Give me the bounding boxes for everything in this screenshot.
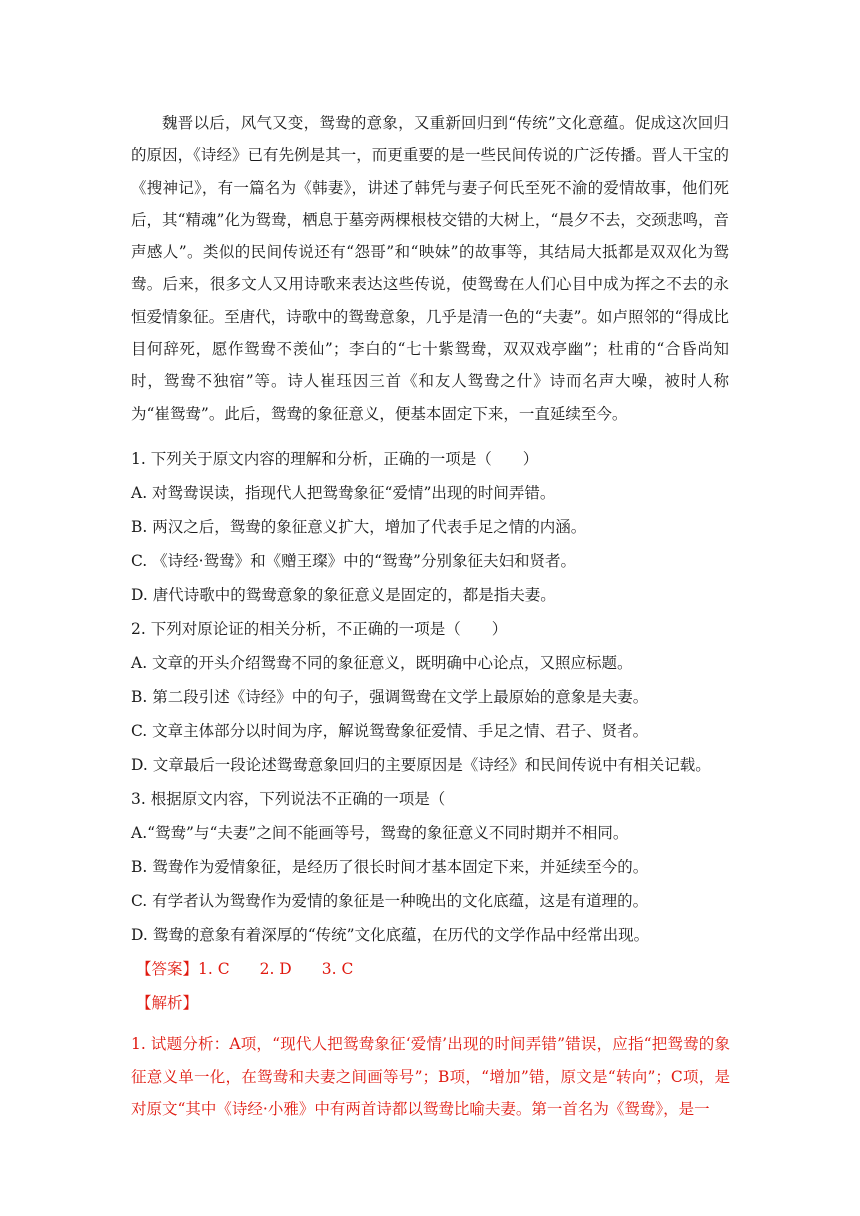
answer-item-3: 3. C	[321, 960, 354, 978]
answer-item-1: 1. C	[198, 960, 230, 978]
question-2-option-c: C. 文章主体部分以时间为序，解说鸳鸯象征爱情、手足之情、君子、贤者。	[131, 722, 649, 740]
answer-line	[136, 959, 746, 979]
question-1-option-b: B. 两汉之后，鸳鸯的象征意义扩大，增加了代表手足之情的内涵。	[131, 518, 587, 536]
question-3-stem: 3. 根据原文内容，下列说法不正确的一项是（	[131, 790, 446, 808]
question-1-option-a: A. 对鸳鸯误读，指现代人把鸳鸯象征“爱情”出现的时间弄错。	[131, 484, 556, 502]
question-2-option-b: B. 第二段引述《诗经》中的句子，强调鸳鸯在文学上最原始的意象是夫妻。	[131, 688, 649, 706]
question-2-option-a: A. 文章的开头介绍鸳鸯不同的象征意义，既明确中心论点，又照应标题。	[131, 654, 633, 672]
question-3-option-d: D. 鸳鸯的意象有着深厚的“传统”文化底蕴，在历代的文学作品中经常出现。	[131, 926, 650, 944]
question-3-option-b: B. 鸳鸯作为爱情象征，是经历了很长时间才基本固定下来，并延续至今的。	[131, 858, 649, 876]
question-2-stem: 2. 下列对原论证的相关分析，不正确的一项是（ ）	[131, 620, 508, 638]
analysis-text: 1. 试题分析：A项，“现代人把鸳鸯象征‘爱情’出现的时间弄错”错误，应指“把鸳鸯的象征意义单一化，在鸳鸯和夫妻之间画等号”；B项，“增加”错，原文是“转向”；C项，是对原文“其中《诗经·小雅》中有两首诗都以鸳鸯比喻夫妻。第一首名为《鸳鸯》，是一	[131, 1035, 730, 1118]
question-3-option-c: C. 有学者认为鸳鸯作为爱情的象征是一种晚出的文化底蕴，这是有道理的。	[131, 892, 649, 910]
question-2-option-d: D. 文章最后一段论述鸳鸯意象回归的主要原因是《诗经》和民间传说中有相关记载。	[131, 756, 711, 774]
question-1-option-d: D. 唐代诗歌中的鸳鸯意象的象征意义是固定的，都是指夫妻。	[131, 586, 556, 604]
question-1-option-c: C. 《诗经·鸳鸯》和《赠王璨》中的“鸳鸯”分别象征夫妇和贤者。	[131, 552, 576, 570]
question-3-option-a: A.“鸳鸯”与“夫妻”之间不能画等号，鸳鸯的象征意义不同时期并不相同。	[131, 824, 629, 842]
answer-item-2: 2. D	[259, 960, 292, 978]
passage-paragraph: 魏晋以后，风气又变，鸳鸯的意象，又重新回归到“传统”文化意蕴。促成这次回归的原因，《诗经》已有先例是其一，而更重要的是一些民间传说的广泛传播。晋人干宝的《搜神记》，有一篇名为《韩妻》，讲述了韩凭与妻子何氏至死不渝的爱情故事，他们死后，其“精魂”化为鸳鸯，栖息于墓旁两棵根枝交错的大树上，“晨夕不去，交颈悲鸣，音声感人”。类似的民间传说还有“怨哥”和“映妹”的故事等，其结局大抵都是双双化为鸳鸯。后来，很多文人又用诗歌来表达这些传说，使鸳鸯在人们心目中成为挥之不去的永恒爱情象征。至唐代，诗歌中的鸳鸯意象，几乎是清一色的“夫妻”。如卢照邻的“得成比目何辞死，愿作鸳鸯不羡仙”；李白的“七十紫鸳鸯，双双戏亭幽”；杜甫的“合昏尚知时，鸳鸯不独宿”等。诗人崔珏因三首《和友人鸳鸯之什》诗而名声大噪，被时人称为“崔鸳鸯”。此后，鸳鸯的象征意义，便基本固定下来，一直延续至今。	[131, 114, 729, 423]
analysis-label: 【解析】	[136, 994, 199, 1012]
answer-label: 【答案】	[136, 960, 199, 978]
question-1-stem: 1. 下列关于原文内容的理解和分析，正确的一项是（ ）	[131, 450, 539, 468]
